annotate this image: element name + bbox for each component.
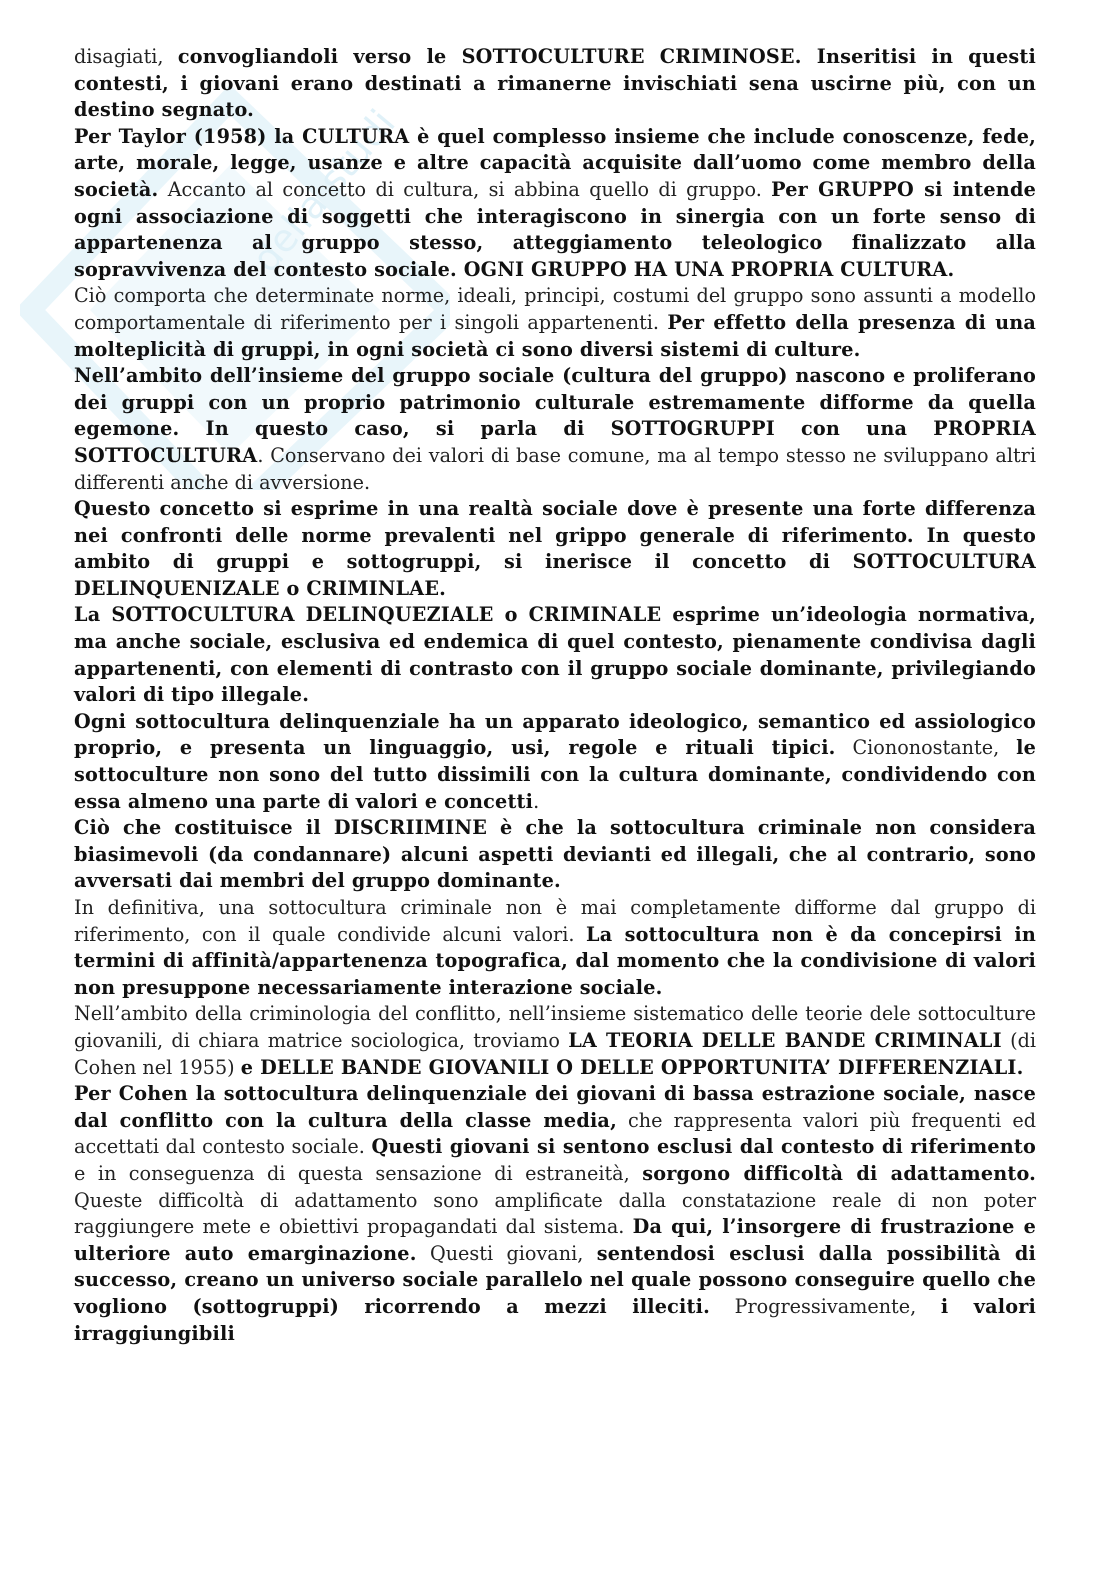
text-run: che rappresenta valori più frequenti ed accettati dal contesto sociale.	[74, 1108, 1036, 1159]
paragraph	[74, 602, 1036, 708]
paragraph	[74, 815, 1036, 895]
text-run: Nell’ambito della criminologia del conflitto, nell’insieme sistematico delle teorie dele sottoculture giovanili, di chiara matrice sociologica, troviamo	[74, 1002, 1036, 1052]
text-run: In definitiva, una sottocultura criminale non è mai completamente difforme dal gruppo di riferimento, con il quale condivide alcuni valori.	[74, 896, 1036, 946]
paragraph	[74, 124, 1036, 284]
document-page	[74, 44, 1036, 1347]
bold-text-run: Per GRUPPO si intende ogni associazione di soggetti che interagiscono in sinergia con un forte senso di appartenenza al gruppo stesso, atteggiamento teleologico finalizzato alla sopravvivenza del contesto sociale. OGNI GRUPPO HA UNA PROPRIA CULTURA.	[74, 177, 1036, 281]
paragraph	[74, 895, 1036, 1001]
bold-text-run: sentendosi esclusi dalla possibilità di successo, creano un universo sociale parallelo nel quale possono conseguire quello che vogliono (sottogruppi) ricorrendo a mezzi illeciti.	[74, 1241, 1036, 1318]
bold-text-run: LA TEORIA DELLE BANDE CRIMINALI	[568, 1028, 1002, 1052]
text-run: Queste difficoltà di adattamento sono amplificate dalla constatazione reale di non poter raggiungere mete e obiettivi propagandati dal sistema.	[74, 1188, 1036, 1239]
bold-text-run: Per Cohen la sottocultura delinquenziale dei giovani di bassa estrazione sociale, nasce dal conflitto con la cultura della classe media,	[74, 1082, 1036, 1132]
text-run: .	[533, 789, 540, 813]
text-run: . Conservano dei valori di base comune, ma al tempo stesso ne sviluppano altri differenti anche di avversione.	[74, 443, 1036, 494]
bold-text-run: i valori irraggiungibili	[74, 1294, 1037, 1345]
bold-text-run: e DELLE BANDE GIOVANILI O DELLE OPPORTUNITA’ DIFFERENZIALI.	[240, 1055, 1024, 1079]
paragraph	[74, 1081, 1036, 1347]
text-run: Ciononostante,	[835, 736, 1017, 760]
text-run: Progressivamente,	[709, 1294, 941, 1318]
text-run: e in conseguenza di questa sensazione di estraneità,	[74, 1161, 643, 1185]
bold-text-run: sorgono difficoltà di adattamento.	[642, 1161, 1036, 1185]
paragraph	[74, 363, 1036, 496]
paragraph	[74, 44, 1036, 124]
bold-text-run: Questi giovani si sentono esclusi dal contesto di riferimento	[371, 1135, 1036, 1159]
bold-text-run: Nell’ambito dell’insieme del gruppo sociale (cultura del gruppo) nascono e proliferano dei gruppi con un proprio patrimonio culturale estremamente difforme da quella egemone. In questo caso, si parla di SOTTOGRUPPI con una PROPRIA SOTTOCULTURA	[74, 364, 1036, 467]
paragraph	[74, 496, 1036, 602]
watermark-text: della studi	[243, 101, 404, 281]
text-run: Accanto al concetto di cultura, si abbina quello di gruppo.	[158, 177, 772, 201]
text-run: Ciò comporta che determinate norme, ideali, principi, costumi del gruppo sono assunti a modello comportamentale di riferimento per i singoli appartenenti.	[74, 284, 1036, 334]
bold-text-run: La sottocultura non è da concepirsi in termini di affinità/appartenenza topografica, dal momento che la condivisione di valori non presuppone necessariamente interazione sociale.	[74, 922, 1036, 999]
bold-text-run: Per effetto della presenza di una molteplicità di gruppi, in ogni società ci sono diversi sistemi di culture.	[74, 310, 1036, 361]
paragraph	[74, 1001, 1036, 1081]
bold-text-run: Questo concetto si esprime in una realtà sociale dove è presente una forte differenza nei confronti delle norme prevalenti nel grippo generale di riferimento. In questo ambito di gruppi e sottogruppi, si inerisce il concetto di SOTTOCULTURA DELINQUENIZALE o CRIMINLAE.	[74, 497, 1036, 600]
text-run: disagiati,	[74, 45, 178, 68]
paragraph	[74, 283, 1036, 363]
bold-text-run: La SOTTOCULTURA DELINQUEZIALE o CRIMINALE esprime un’ideologia normativa, ma anche sociale, esclusiva ed endemica di quel contesto, pienamente condivisa dagli appartenenti, con elementi di contrasto con il gruppo sociale dominante, privilegiando valori di tipo illegale.	[74, 603, 1036, 707]
bold-text-run: Ogni sottocultura delinquenziale ha un apparato ideologico, semantico ed assiologico proprio, e presenta un linguaggio, usi, regole e rituali tipici.	[74, 709, 1036, 760]
bold-text-run: Da qui, l’insorgere di frustrazione e ulteriore auto emarginazione.	[74, 1215, 1037, 1265]
bold-text-run: convogliandoli verso le SOTTOCULTURE CRIMINOSE. Inseritisi in questi contesti, i giovani erano destinati a rimanerne invischiati sena uscirne più, con un destino segnato.	[74, 45, 1036, 122]
bold-text-run: Ciò che costituisce il DISCRIIMINE è che la sottocultura criminale non considera biasimevoli (da condannare) alcuni aspetti devianti ed illegali, che al contrario, sono avversati dai membri del gruppo dominante.	[74, 816, 1036, 893]
paragraph	[74, 709, 1036, 815]
text-run: Questi giovani,	[416, 1241, 597, 1265]
bold-text-run: Per Taylor (1958) la CULTURA è quel complesso insieme che include conoscenze, fede, arte, morale, legge, usanze e altre capacità acquisite dall’uomo come membro della società.	[74, 124, 1036, 201]
text-run: (di Cohen nel 1955)	[74, 1028, 1036, 1079]
bold-text-run: le sottoculture non sono del tutto dissimili con la cultura dominante, condividendo con essa almeno una parte di valori e concetti	[74, 736, 1036, 813]
